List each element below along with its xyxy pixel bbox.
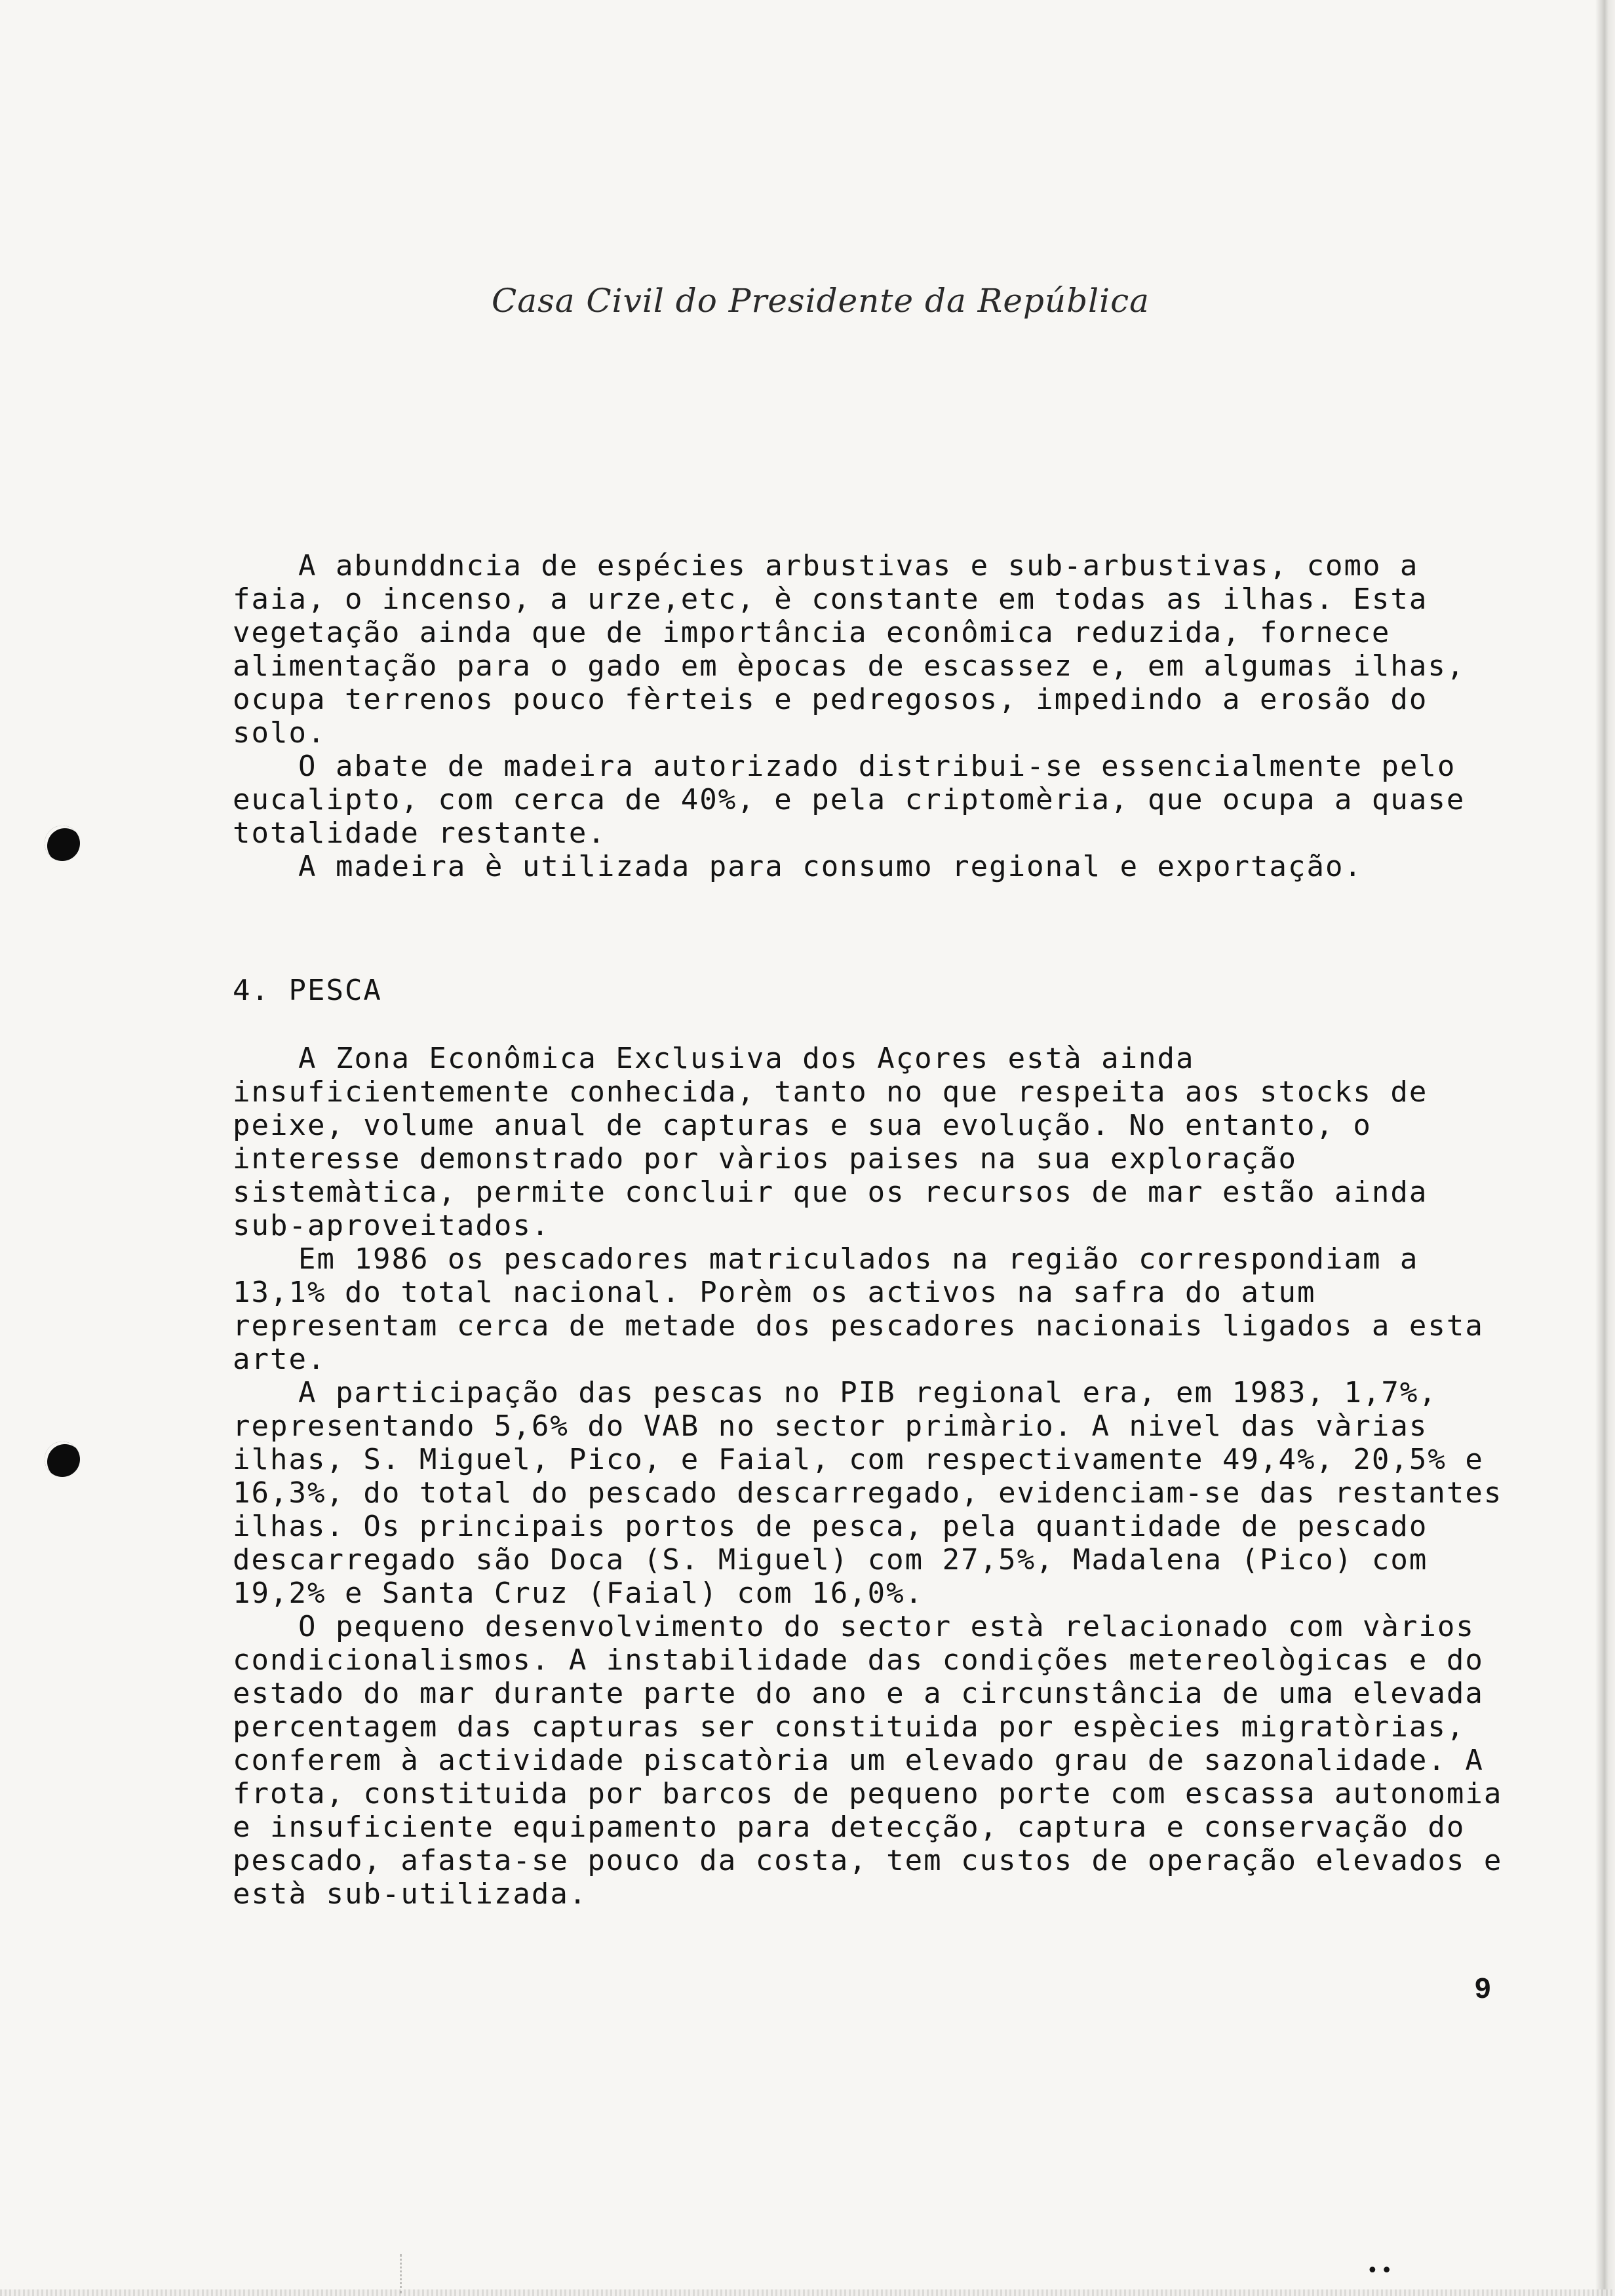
punch-hole-icon — [45, 826, 80, 861]
paragraph: O abate de madeira autorizado distribui-se essencialmente pelo eucalipto, com cerca de 40%, e pela criptomèria, que ocupa a quase totalidade restante. — [233, 750, 1466, 850]
paragraph: A Zona Econômica Exclusiva dos Açores està ainda insuficientemente conhecida, tanto no que respeita aos stocks de peixe, volume anual de capturas e sua evolução. No entanto, o interesse demonstrado por vàrios paises na sua exploração sistemàtica, permite concluir que os recursos de mar estão ainda sub-aproveitados. — [233, 1042, 1428, 1242]
paragraph: Em 1986 os pescadores matriculados na região correspondiam a 13,1% do total nacional. Porèm os activos na safra do atum representam cerca de metade dos pescadores nacionais ligados a esta arte. — [233, 1242, 1484, 1376]
scan-artifact — [400, 2254, 411, 2293]
scan-edge-shadow — [1595, 0, 1615, 2296]
fishing-section — [233, 1042, 1511, 1911]
paragraph: A participação das pescas no PIB regional era, em 1983, 1,7%, representando 5,6% do VAB no sector primàrio. A nivel das vàrias ilhas, S. Miguel, Pico, e Faial, com respectivamente 49,4%, 20,5% e 16,3%, do total do pescado descarregado, evidenciam-se das restantes ilhas. Os principais portos de pesca, pela quantidade de pescado descarregado são Doca (S. Miguel) com 27,5%, Madalena (Pico) com 19,2% e Santa Cruz (Faial) com 16,0%. — [233, 1376, 1503, 1610]
footer-marks: •• — [1367, 2259, 1395, 2282]
scan-bottom-edge — [0, 2289, 1615, 2296]
page-number: 9 — [1475, 1972, 1491, 2004]
punch-hole-icon — [45, 1442, 80, 1477]
paragraph: O pequeno desenvolvimento do sector està relacionado com vàrios condicionalismos. A instabilidade das condições metereològicas e do estado do mar durante parte do ano e a circunstância de uma elevada percentagem das capturas ser constituida por espècies migratòrias, conferem à actividade piscatòria um elevado grau de sazonalidade. A frota, constituida por barcos de pequeno porte com escassa autonomia e insuficiente equipamento para detecção, captura e conservação do pescado, afasta-se pouco da costa, tem custos de operação elevados e està sub-utilizada. — [233, 1610, 1503, 1911]
letterhead: Casa Civil do Presidente da República — [492, 282, 1150, 320]
paragraph: A abunddncia de espécies arbustivas e sub-arbustivas, como a faia, o incenso, a urze,etc, è constante em todas as ilhas. Esta vegetação ainda que de importância econômica reduzida, fornece alimentação para o gado em èpocas de escassez e, em algumas ilhas, ocupa terrenos pouco fèrteis e pedregosos, impedindo a erosão do solo. — [233, 549, 1466, 750]
vegetation-section — [233, 549, 1511, 883]
paragraph: A madeira è utilizada para consumo regional e exportação. — [298, 850, 1363, 883]
section-heading: 4. PESCA — [233, 974, 382, 1007]
